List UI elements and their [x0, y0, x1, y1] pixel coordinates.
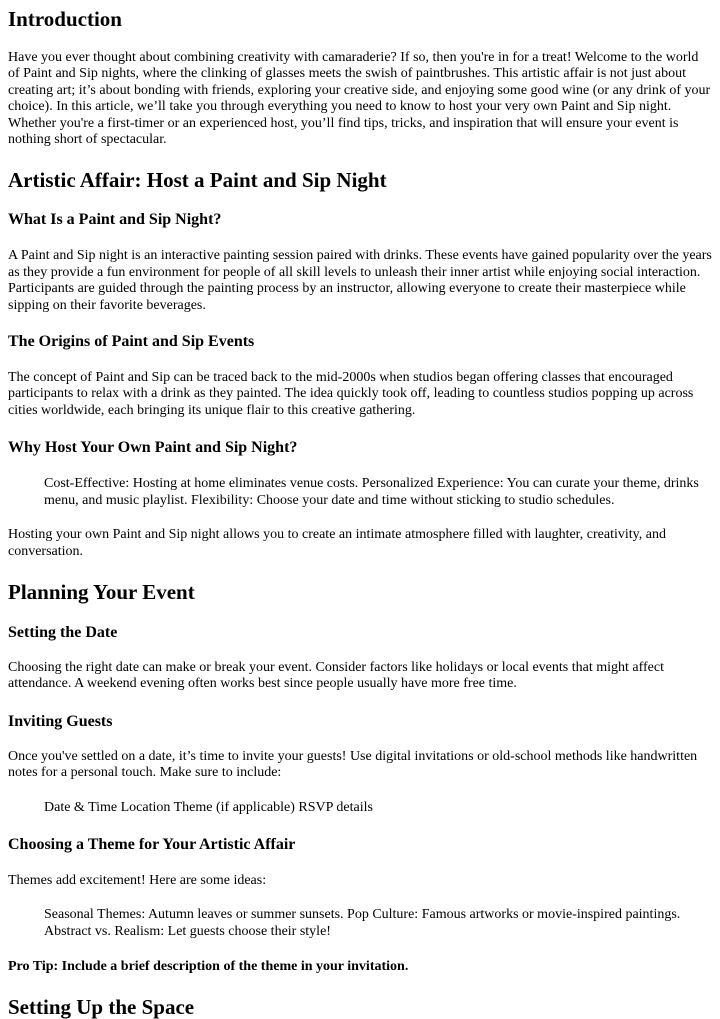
why-host-conclusion: Hosting your own Paint and Sip night allows you to create an intimate atmosphere filled with laughter, creativity, and conversation. — [8, 527, 666, 559]
what-is-paragraph: A Paint and Sip night is an interactive painting session paired with drinks. These events have gained popularity over the years as they provide a fun environment for people of all skill levels to unleash their inner artist while enjoying social interaction. Participants are guided through the painting process by an instructor, allowing everyone to create their masterpiece while sipping on their favorite beverages. — [8, 248, 712, 313]
what-is-heading: What Is a Paint and Sip Night? — [8, 211, 222, 229]
inviting-guests-heading: Inviting Guests — [8, 712, 113, 730]
theme-heading: Choosing a Theme for Your Artistic Affair — [8, 835, 296, 853]
why-host-list: Cost-Effective: Hosting at home eliminates venue costs. Personalized Experience: You can curate your theme, drinks menu, and music playlist. Flexibility: Choose your date and time without sticking to studio schedules. — [44, 476, 699, 508]
theme-list: Seasonal Themes: Autumn leaves or summer sunsets. Pop Culture: Famous artworks or movie-inspired paintings. Abstract vs. Realism: Let guests choose their style! — [44, 907, 681, 939]
setting-up-space-heading: Setting Up the Space — [8, 994, 195, 1019]
theme-paragraph: Themes add excitement! Here are some ideas: — [8, 872, 267, 888]
origins-heading: The Origins of Paint and Sip Events — [8, 333, 255, 351]
inviting-guests-list: Date & Time Location Theme (if applicable) RSVP details — [44, 799, 373, 815]
planning-heading: Planning Your Event — [8, 579, 195, 604]
origins-paragraph: The concept of Paint and Sip can be traced back to the mid-2000s when studios began offering classes that encouraged participants to relax with a drink as they painted. The idea quickly took off, leading to countless studios popping up across cities worldwide, each bringing its unique flair to this creative gathering. — [8, 370, 694, 418]
setting-date-paragraph: Choosing the right date can make or break your event. Consider factors like holidays or local events that might affect attendance. A weekend evening often works best since people usually have more free time. — [8, 659, 664, 692]
setting-date-heading: Setting the Date — [8, 623, 118, 641]
intro-heading: Introduction — [8, 7, 122, 31]
intro-paragraph: Have you ever thought about combining creativity with camaraderie? If so, then you're in for a treat! Welcome to the world of Paint and Sip nights, where the clinking of glasses meets the swish of paintbrushes. This artistic affair is not just about creating art; it’s about bonding with friends, exploring your creative side, and enjoying some good wine (or any drink of your choice). In this article, we’ll take you through everything you need to know to host your very own Paint and Sip night. Whether you're a first-timer or an experienced host, you’ll find tips, tricks, and inspiration that will ensure your event is nothing short of spectacular. — [8, 50, 711, 148]
why-host-heading: Why Host Your Own Paint and Sip Night? — [8, 439, 298, 457]
artistic-affair-heading: Artistic Affair: Host a Paint and Sip Night — [8, 168, 387, 193]
pro-tip: Pro Tip: Include a brief description of the theme in your invitation. — [8, 959, 409, 975]
inviting-guests-paragraph: Once you've settled on a date, it’s time to invite your guests! Use digital invitations or old-school methods like handwritten notes for a personal touch. Make sure to include: — [8, 748, 698, 781]
